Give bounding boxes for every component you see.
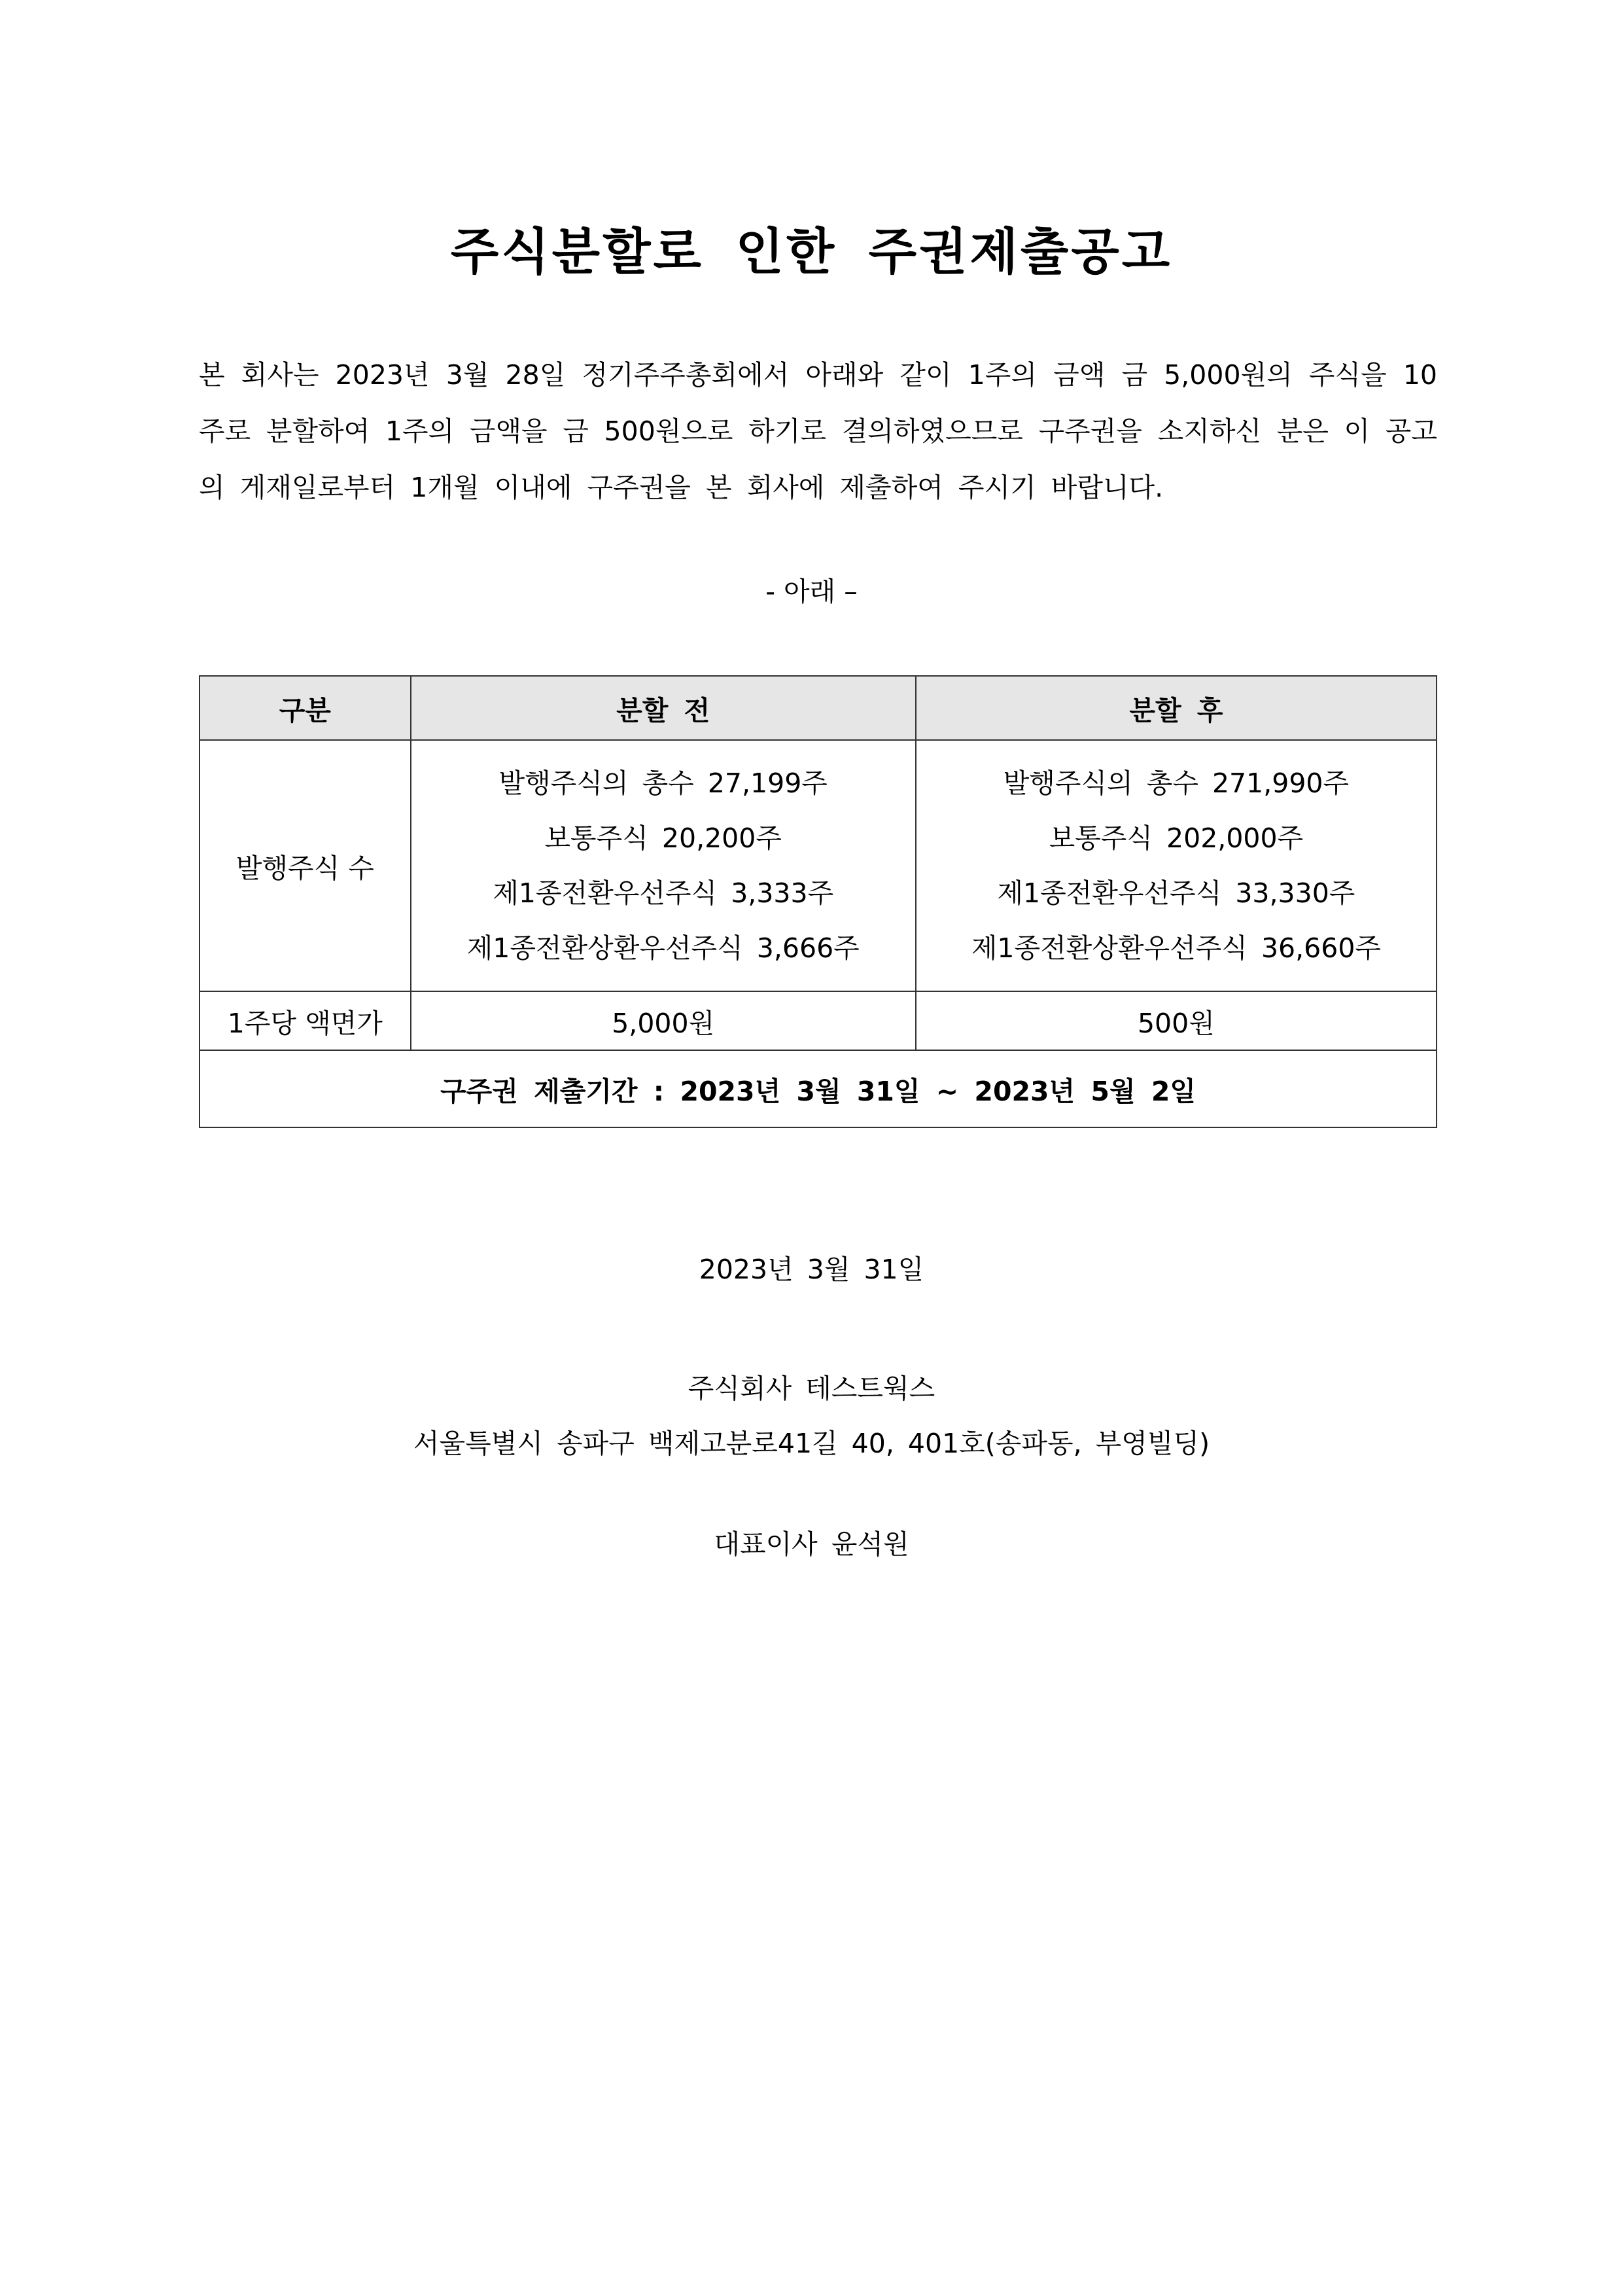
notice-date: 2023년 3월 31일 [699, 1254, 924, 1285]
header-before-split: 분할 전 [411, 676, 916, 740]
issued-shares-label: 발행주식 수 [200, 740, 411, 991]
before-total-shares: 발행주식의 총수 27,199주 [498, 768, 828, 799]
before-redeemable-convertible-preferred: 제1종전환상환우선주식 3,666주 [466, 932, 860, 964]
before-common-shares: 보통주식 20,200주 [544, 822, 782, 854]
after-convertible-preferred: 제1종전환우선주식 33,330주 [997, 877, 1355, 909]
issued-shares-before [411, 740, 916, 991]
table-row-face-value [200, 991, 1437, 1050]
face-value-label: 1주당 액면가 [200, 991, 411, 1050]
company-name: 주식회사 테스트웍스 [688, 1373, 935, 1404]
after-redeemable-convertible-preferred: 제1종전환상환우선주식 36,660주 [971, 932, 1382, 964]
table-header-row [200, 676, 1437, 740]
face-value-after: 500원 [916, 991, 1437, 1050]
company-info [0, 1361, 1623, 1471]
table-row-issued-shares [200, 740, 1437, 991]
after-total-shares: 발행주식의 총수 271,990주 [1003, 768, 1350, 799]
issued-shares-after [916, 740, 1437, 991]
representative-name: 대표이사 윤석원 [714, 1528, 909, 1560]
after-common-shares: 보통주식 202,000주 [1049, 822, 1304, 854]
submission-period: 구주권 제출기간 : 2023년 3월 31일 ~ 2023년 5월 2일 [200, 1050, 1437, 1127]
header-category: 구분 [200, 676, 411, 740]
header-after-split: 분할 후 [916, 676, 1437, 740]
face-value-before: 5,000원 [411, 991, 916, 1050]
section-separator: - 아래 – [765, 576, 858, 607]
notice-body [199, 347, 1437, 516]
before-convertible-preferred: 제1종전환우선주식 3,333주 [493, 877, 834, 909]
page-title: 주식분할로 인한 주권제출공고 [450, 222, 1173, 281]
notice-paragraph: 본 회사는 2023년 3월 28일 정기주주총회에서 아래와 같이 1주의 금액 금 5,000원의 주식을 10주로 분할하여 1주의 금액을 금 500원으로 하기로 결의하였으므로 구주권을 소지하신 분은 이 공고의 게재일로부터 1개월 이내에 구주권을 본 회사에 제출하여 주시기 바랍니다. [199, 359, 1437, 503]
table-row-submission-period [200, 1050, 1437, 1127]
split-details-table [199, 675, 1437, 1128]
company-address: 서울특별시 송파구 백제고분로41길 40, 401호(송파동, 부영빌딩) [413, 1428, 1210, 1459]
